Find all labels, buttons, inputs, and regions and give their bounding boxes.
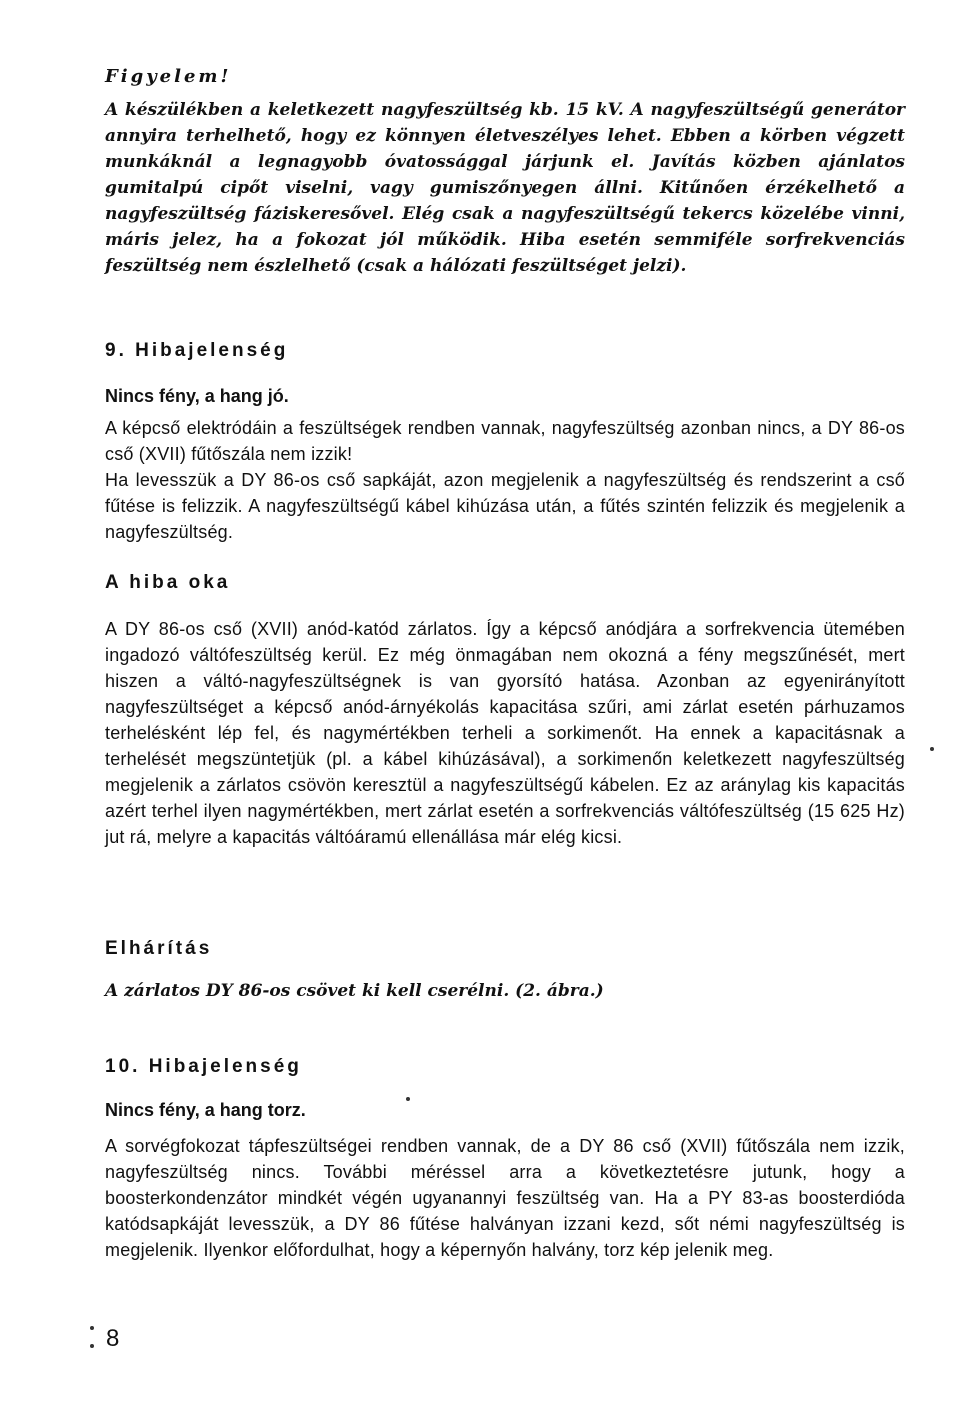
scan-speck <box>406 1097 410 1101</box>
fault-9-heading: 9. Hibajelenség <box>105 340 289 361</box>
cause-heading: A hiba oka <box>105 572 231 593</box>
fault-9-section <box>105 340 905 545</box>
fault-10-heading: 10. Hibajelenség <box>105 1056 302 1077</box>
page-number: 8 <box>106 1325 120 1352</box>
fault-9-symptom: Nincs fény, a hang jó. <box>105 386 289 406</box>
cause-text: A DY 86-os cső (XVII) anód-katód zárlatos. Így a képcső anódjára a sorfrekvencia ütemében ingadozó váltófeszültség kerül. Ez még önmagában nem okozná a fény megszűnését, mert hiszen a váltó-nagyfeszültségnek is van gyorsító hatása. Azonban az egyenirányított nagyfeszültséget a képcső anód-árnyékolás kapacitása szűri, ami zárlat esetén párhuzamos terhelésként lép fel, és nagymértékben terheli a sorkimenőt. Ha ennek a kapacitásnak a terhelését megszüntetjük (pl. a kábel kihúzásával), a sorkimenőn keletkezett nagyfeszültség megjelenik a zárlatos csövön keresztül a nagyfeszültségű kábelen. Ez az aránylag kis kapacitás azért terhel ilyen nagymértékben, mert zárlat esetén a sorfrekvenciás váltófeszültség (15 625 Hz) jut rá, melyre a kapacitás váltóáramú ellenállása már elég kicsi. <box>105 619 905 847</box>
fault-9-paragraph: A képcső elektródáin a feszültségek rendben vannak, nagyfeszültség azonban nincs, a DY 86-os cső (XVII) fűtőszála nem izzik! <box>105 418 905 464</box>
fault-9-paragraph: Ha levesszük a DY 86-os cső sapkáját, azon megjelenik a nagyfeszültség és rendszerint a cső fűtése is felizzik. A nagyfeszültségű kábel kihúzása után, a fűtés szintén felizzik és megjelenik a nagyfeszültség. <box>105 470 905 542</box>
remedy-heading: Elhárítás <box>105 938 213 959</box>
remedy-section <box>105 938 905 1004</box>
fault-9-description <box>105 415 905 545</box>
fault-10-section <box>105 1056 905 1263</box>
scan-speck <box>930 747 934 751</box>
scan-speck <box>90 1326 94 1330</box>
scan-speck <box>90 1344 94 1348</box>
warning-section <box>105 66 905 279</box>
fault-10-text: A sorvégfokozat tápfeszültségei rendben vannak, de a DY 86 cső (XVII) fűtőszála nem izzik, nagyfeszültség nincs. További méréssel arra a következtetésre jutunk, hogy a boosterkondenzátor mindkét végén ugyanannyi feszültség van. Ha a PY 83-as boosterdióda katódsapkáját levesszük, a DY 86 fűtése halványan izzani kezd, sőt némi nagyfeszültség is megjelenik. Ilyenkor előfordulhat, hogy a képernyőn halvány, torz kép jelenik meg. <box>105 1136 905 1260</box>
warning-text: A készülékben a keletkezett nagyfeszültség kb. 15 kV. A nagyfeszültségű generátor annyira terhelhető, hogy ez könnyen életveszélyes lehet. Ebben a körben végzett munkáknál a legnagyobb óvatossággal járjunk el. Javítás közben ajánlatos gumitalpú cipőt viselni, vagy gumiszőnyegen állni. Kitűnően érzékelhető a nagyfeszültség fáziskeresővel. Elég csak a nagyfeszültségű tekercs közelébe vinni, máris jelez, ha a fokozat jól működik. Hiba esetén semmiféle sorfrekvenciás feszültség nem észlelhető (csak a hálózati feszültséget jelzi). <box>105 100 905 276</box>
warning-title: Figyelem! <box>105 66 232 87</box>
remedy-text: A zárlatos DY 86-os csövet ki kell cserélni. (2. ábra.) <box>105 981 604 1001</box>
fault-10-symptom: Nincs fény, a hang torz. <box>105 1100 306 1120</box>
cause-section <box>105 572 905 850</box>
